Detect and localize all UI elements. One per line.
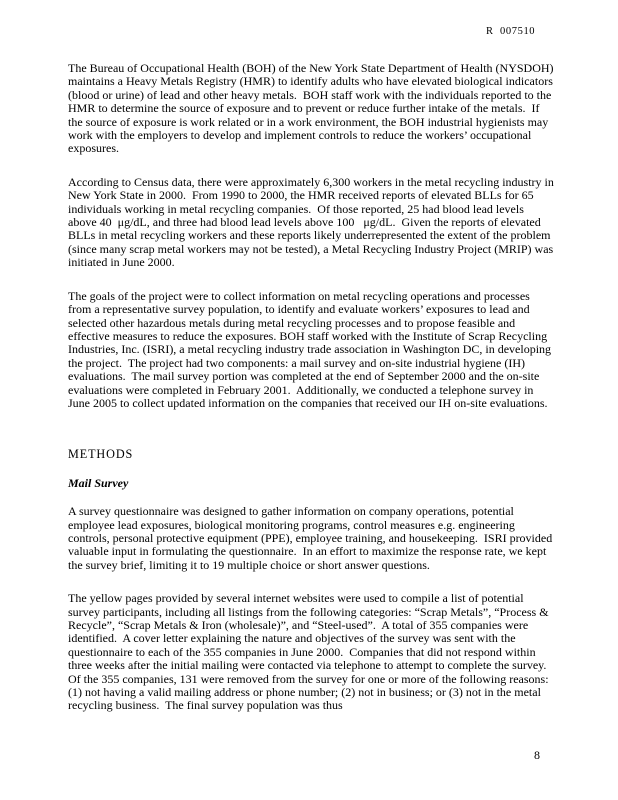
- page-number: 8: [534, 748, 540, 762]
- mail-survey-subheading: Mail Survey: [68, 475, 129, 490]
- paragraph-project-goals: The goals of the project were to collect information on metal recycling operations and processes from a representative survey population, to identify and evaluate workers’ exposures to lead and selected other hazardous metals during metal recycling processes and to propose feasible and effective measures to reduce the exposures. BOH staff worked with the Institute of Scrap Recycling Industries, Inc. (ISRI), a metal recycling industry trade association in Washington DC, in developing the project. The project had two components: a mail survey and on-site industrial hygiene (IH) evaluations. The mail survey portion was completed at the end of September 2000 and the on-site evaluations were completed in February 2001. Additionally, we conducted a telephone survey in June 2005 to collect updated information on the companies that received our IH on-site evaluations.: [68, 288, 555, 410]
- document-body: [68, 62, 555, 733]
- methods-section-heading: METHODS: [68, 447, 134, 462]
- paragraph-yellow-pages-survey: The yellow pages provided by several internet websites were used to compile a list of potential survey participants, including all listings from the following categories: “Scrap Metals”, “Process & Recycle”, “Scrap Metals & Iron (wholesale)”, and “Steel-used”. A total of 355 companies were identified. A cover letter explaining the nature and objectives of the survey was sent with the questionnaire to each of the 355 companies in June 2000. Companies that did not respond within three weeks after the initial mailing were contacted via telephone to attempt to complete the survey. Of the 355 companies, 131 were removed from the survey for one or more of the following reasons: (1) not having a valid mailing address or phone number; (2) not in business; or (3) not in the metal recycling business. The final survey population was thus: [68, 591, 553, 713]
- paragraph-boh-intro: The Bureau of Occupational Health (BOH) of the New York State Department of Health (NYSDOH) maintains a Heavy Metals Registry (HMR) to identify adults who have elevated biological indicators (blood or urine) of lead and other heavy metals. BOH staff work with the individuals reported to the HMR to determine the source of exposure and to prevent or reduce further intake of the metals. If the source of exposure is work related or in a work environment, the BOH industrial hygienists may work with the employers to develop and implement controls to reduce the workers’ occupational exposures.: [68, 61, 557, 156]
- paragraph-survey-questionnaire: A survey questionnaire was designed to gather information on company operations, potential employee lead exposures, biological monitoring programs, control measures e.g. engineering controls, personal protective equipment (PPE), employee training, and housekeeping. ISRI provided valuable input in formulating the questionnaire. In an effort to maximize the response rate, we kept the survey brief, limiting it to 19 multiple choice or short answer questions.: [68, 504, 556, 572]
- paragraph-census-data: According to Census data, there were approximately 6,300 workers in the metal recycling industry in New York State in 2000. From 1990 to 2000, the HMR received reports of elevated BLLs for 65 individuals working in metal recycling companies. Of those reported, 25 had blood lead levels above 40 μg/dL, and three had blood lead levels above 100 μg/dL. Given the reports of elevated BLLs in metal recycling workers and these reports likely underrepresented the extent of the problem (since many scrap metal workers may not be tested), a Metal Recycling Industry Project (MRIP) was initiated in June 2000.: [68, 174, 557, 270]
- document-ref-number: R 007510: [486, 26, 536, 37]
